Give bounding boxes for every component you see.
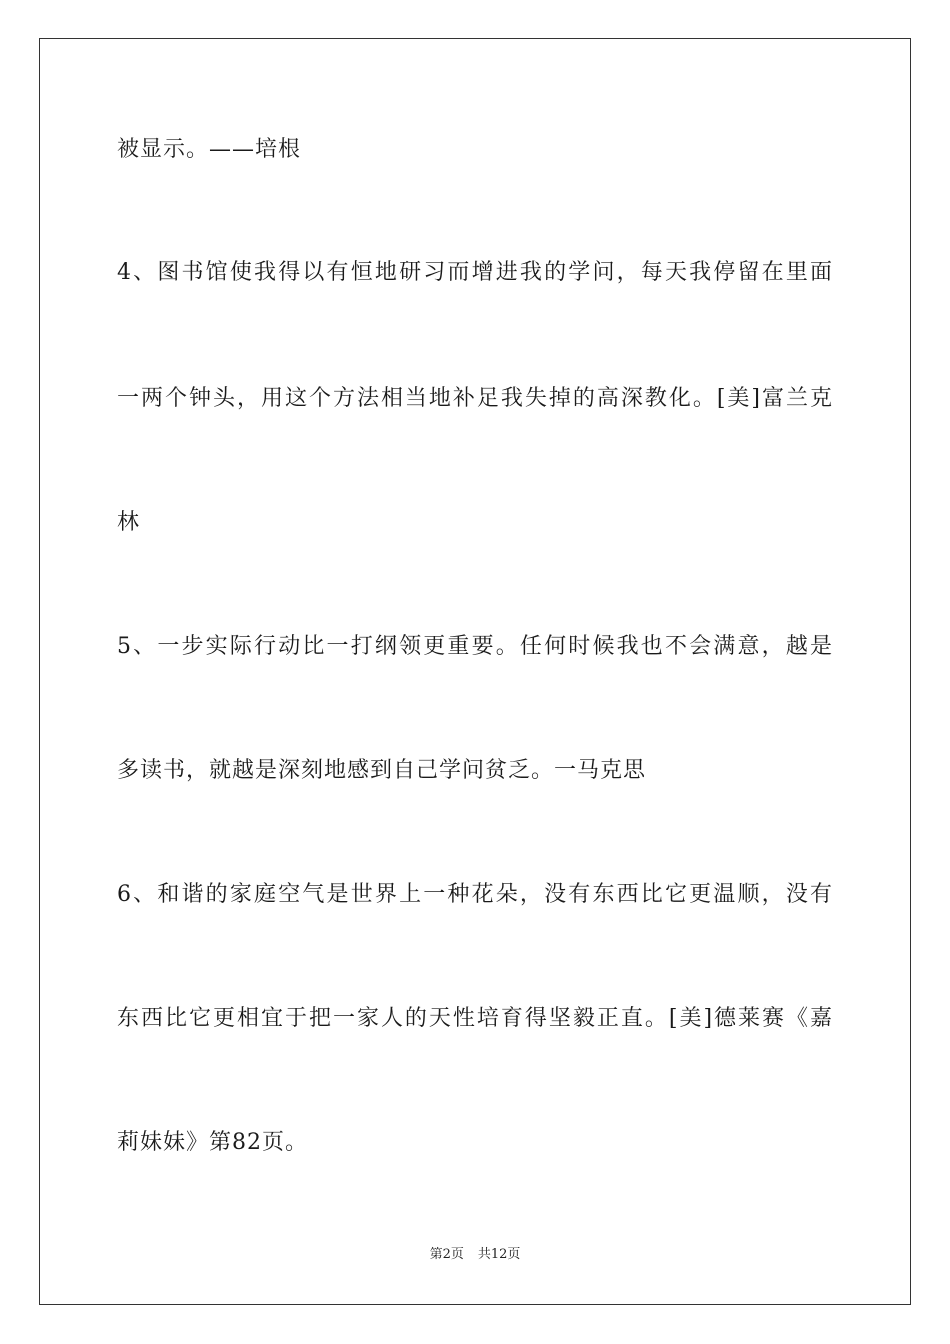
- text-line-5: 5、一步实际行动比一打纲领更重要。任何时候我也不会满意，越是: [117, 634, 833, 659]
- text-line-2: 4、图书馆使我得以有恒地研习而增进我的学问，每天我停留在里面: [117, 260, 833, 285]
- page-frame: [39, 38, 911, 1305]
- page-number-total: 共12页: [477, 1247, 521, 1262]
- page-footer: [0, 1246, 950, 1264]
- text-line-7: 6、和谐的家庭空气是世界上一种花朵，没有东西比它更温顺，没有: [117, 882, 833, 907]
- text-line-3: 一两个钟头，用这个方法相当地补足我失掉的高深教化。[美]富兰克: [117, 386, 833, 411]
- text-line-6: 多读书，就越是深刻地感到自己学问贫乏。一马克思: [117, 758, 647, 783]
- page-number-current: 第2页: [429, 1247, 464, 1262]
- text-line-1: 被显示。——培根: [117, 137, 302, 162]
- text-line-4: 林: [117, 510, 141, 535]
- text-line-8: 东西比它更相宜于把一家人的天性培育得坚毅正直。[美]德莱赛《嘉: [117, 1006, 833, 1031]
- text-line-9: 莉妹妹》第82页。: [117, 1130, 308, 1155]
